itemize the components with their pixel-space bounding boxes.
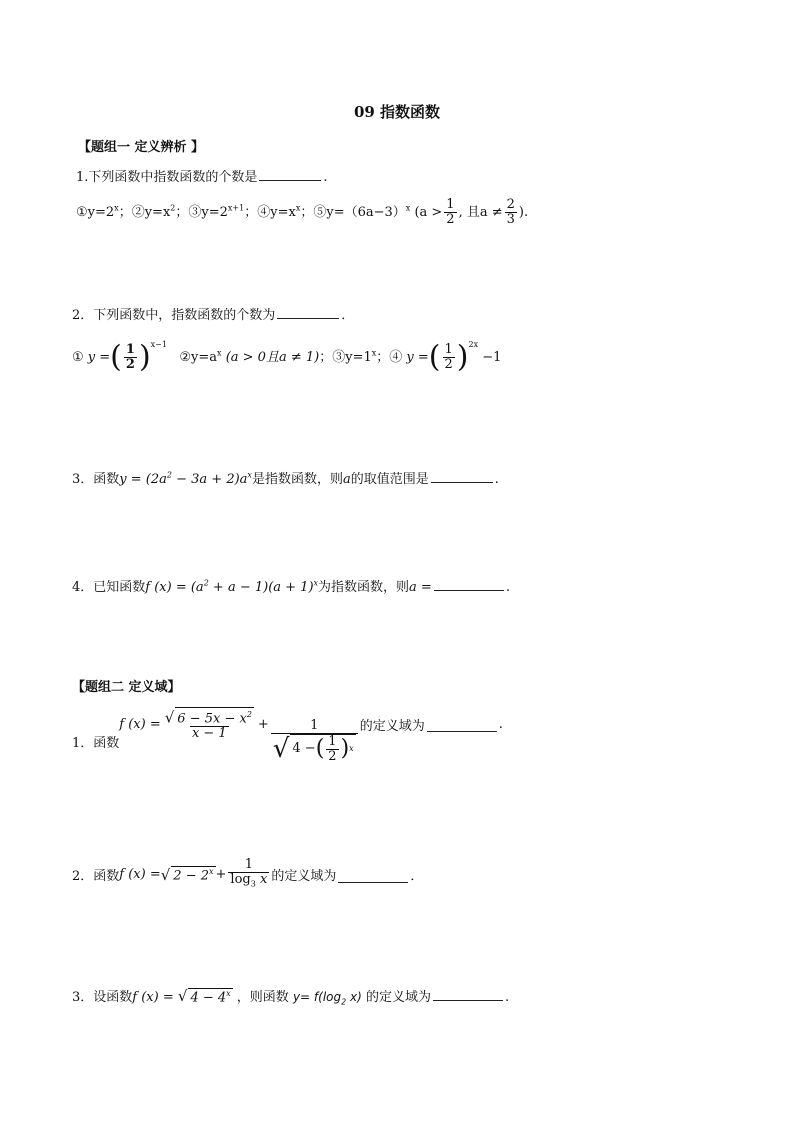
g1q1-option-4 — [257, 205, 300, 220]
q-expression — [119, 472, 252, 487]
comp-text: y= f(log — [292, 990, 342, 1004]
root-sup: x — [226, 988, 231, 998]
q-end: ． — [410, 869, 424, 885]
sqrt-body — [290, 734, 355, 764]
numerator: 1 — [310, 717, 319, 733]
g1q1-option-1 — [76, 205, 119, 220]
root-text: 4 − 4 — [190, 990, 227, 1005]
opt-sup: x — [295, 203, 301, 213]
q-end: . — [505, 580, 510, 595]
g1-question-3 — [72, 468, 499, 487]
numerator: 1 — [328, 733, 337, 749]
answer-blank[interactable] — [259, 179, 321, 181]
answer-blank[interactable] — [277, 317, 339, 319]
denominator: 3 — [506, 212, 515, 227]
fraction-one-over-log — [228, 858, 269, 892]
expr: − 3a + 2)a — [171, 472, 248, 487]
sqrt-expression — [161, 866, 216, 884]
g1q1-option-3 — [188, 205, 244, 220]
log-base: 3 — [250, 879, 256, 889]
g1-question-1-options — [76, 198, 528, 227]
numerator: 1 — [244, 857, 253, 872]
left-paren: ( — [110, 339, 122, 375]
q-text: 3．设函数 — [72, 990, 133, 1005]
q-end: . — [494, 472, 499, 487]
denominator: 2 — [328, 748, 337, 764]
numerator: 1 — [125, 342, 135, 357]
denominator: 2 — [125, 357, 135, 372]
log-var: x — [259, 872, 268, 887]
sqrt-body — [175, 707, 254, 726]
opt-tail: −1 — [482, 350, 502, 365]
root-text: 2 − 2 — [173, 868, 209, 884]
numerator — [163, 707, 256, 726]
root-sup: 2 — [246, 709, 252, 719]
answer-blank[interactable] — [338, 881, 408, 883]
numerator: 1 — [444, 342, 453, 357]
g1-question-2-stem — [72, 304, 354, 323]
denominator: x − 1 — [191, 726, 227, 742]
expr-sup: x — [313, 578, 319, 588]
g1q2-stem-text: 2．下列函数中，指数函数的个数为 — [72, 308, 276, 323]
denominator: 2 — [446, 212, 455, 227]
q-text: 的定义域为 — [359, 718, 425, 734]
q-fx: f (x) = — [119, 867, 161, 883]
g1q1-option-5 — [313, 205, 410, 220]
answer-blank[interactable] — [434, 589, 504, 591]
opt-text: ③y=1 — [332, 350, 372, 365]
sqrt-body — [171, 866, 215, 883]
opt-text: ①y=2 — [76, 205, 115, 220]
left-paren: ( — [315, 736, 325, 761]
q-text: 1．函数 — [72, 735, 120, 751]
fraction-half — [443, 343, 455, 372]
log-text: log — [230, 872, 251, 887]
numerator: 2 — [506, 197, 515, 212]
opt-text: ⑤y=（6a−3） — [313, 205, 406, 220]
denominator — [271, 733, 358, 764]
expr: y = (2a — [119, 472, 167, 487]
separator: ； — [244, 205, 258, 220]
opt-sup: x — [405, 203, 411, 213]
q-text: ，则函数 — [236, 990, 289, 1005]
circled-1: ① — [72, 350, 84, 365]
group2-header: 【题组二 定义域】 — [72, 680, 181, 695]
opt-sup: x — [217, 348, 222, 358]
answer-blank[interactable] — [431, 481, 493, 483]
sqrt-symbol: √ — [164, 708, 175, 727]
opt-sup: x+1 — [227, 203, 245, 213]
sqrt-expression — [177, 987, 233, 1005]
answer-blank[interactable] — [427, 730, 497, 732]
g2-question-1 — [72, 704, 503, 778]
right-paren: ) — [340, 736, 350, 761]
cond-text: , 且a ≠ — [458, 205, 503, 220]
sqrt-symbol: √ — [177, 987, 188, 1005]
q-text: 4．已知函数 — [72, 580, 146, 595]
g1q1-stem-text: 1.下列函数中指数函数的个数是 — [76, 170, 258, 185]
opt-sup: 2x — [468, 340, 479, 349]
separator: ； — [175, 205, 189, 220]
fraction-half — [444, 198, 456, 227]
composite-function — [292, 990, 362, 1007]
g2-question-3 — [72, 986, 509, 1006]
fraction-half — [326, 735, 338, 764]
denominator: 2 — [444, 357, 453, 372]
root-text: 4 − — [292, 741, 316, 756]
sqrt-body — [188, 988, 232, 1005]
expr: + a − 1)(a + 1) — [208, 580, 314, 595]
opt-sup: x — [114, 203, 119, 213]
q-text: 的取值范围是 — [350, 472, 429, 487]
fraction-two-thirds — [505, 198, 517, 227]
log-base: 2 — [341, 997, 347, 1007]
opt-sup: x — [371, 348, 377, 358]
g2-question-2 — [72, 858, 423, 892]
answer-blank[interactable] — [433, 999, 503, 1001]
comp-text: x) — [346, 990, 362, 1004]
denominator — [228, 872, 269, 892]
q-fx: f (x) = — [132, 990, 174, 1005]
plus-sign: + — [215, 867, 227, 883]
q-expression — [145, 580, 318, 595]
right-paren: ) — [138, 339, 151, 375]
q-text: 是指数函数，则 — [251, 472, 343, 487]
root-text: 6 − 5x − x — [177, 711, 247, 727]
opt-sup: x−1 — [150, 340, 167, 349]
opt-text: ③y=2 — [188, 205, 228, 220]
opt-text: ④y=x — [257, 205, 296, 220]
g1q1-end: . — [323, 170, 328, 185]
expr-sup: 2 — [166, 470, 172, 480]
expr-sup: 2 — [203, 578, 209, 588]
plus-sign: + — [257, 716, 269, 732]
opt-text: ②y=x — [131, 205, 171, 220]
opt-condition: (a > 0且a ≠ 1) — [225, 350, 320, 365]
cond-text: (a > — [414, 205, 443, 220]
numerator: 1 — [446, 197, 455, 212]
circled-4: ④ — [389, 350, 403, 365]
group1-header: 【题组一 定义辨析 】 — [78, 140, 205, 155]
g1-question-1-stem — [76, 166, 328, 185]
opt-y: y = — [87, 350, 111, 365]
right-paren: ) — [456, 339, 469, 375]
q-text: 3．函数 — [72, 472, 120, 487]
opt-text: ②y=a — [179, 350, 218, 365]
page-title: 09 指数函数 — [353, 103, 441, 121]
separator: ； — [300, 205, 314, 220]
root-sup: x — [349, 744, 354, 753]
fraction-half — [124, 343, 137, 372]
expr-sup: x — [247, 470, 252, 480]
q-var: a — [342, 472, 351, 487]
cond-text: ) — [518, 205, 524, 220]
g1q1-option-2 — [132, 205, 176, 220]
q-end: . — [498, 716, 503, 732]
q-fx: f (x) = — [119, 716, 161, 732]
g1q2-end: ． — [341, 308, 355, 323]
g1-question-2-options — [72, 340, 501, 373]
q-text: 的定义域为 — [271, 869, 337, 885]
q-text: 为指数函数，则 — [318, 580, 410, 595]
expr: f (x) = (a — [145, 580, 204, 595]
g1-question-4 — [72, 576, 510, 595]
opt-y: y = — [406, 350, 429, 365]
sqrt-symbol: √ — [160, 865, 171, 884]
fraction-sqrt-over-x — [163, 707, 256, 741]
q-text: 的定义域为 — [365, 990, 431, 1005]
opt-sup: 2 — [170, 203, 176, 213]
q-var: a = — [409, 580, 432, 595]
q-text: 2．函数 — [72, 869, 120, 885]
g1q1-condition — [414, 197, 529, 227]
separator: ； — [376, 350, 390, 365]
separator: ； — [118, 205, 132, 220]
fraction-one-over-root — [271, 719, 358, 764]
sqrt-symbol: √ — [272, 733, 290, 764]
left-paren: ( — [428, 339, 441, 375]
q-end: . — [504, 990, 510, 1005]
tail: . — [523, 205, 529, 220]
separator: ； — [319, 350, 333, 365]
root-sup: x — [209, 867, 214, 877]
